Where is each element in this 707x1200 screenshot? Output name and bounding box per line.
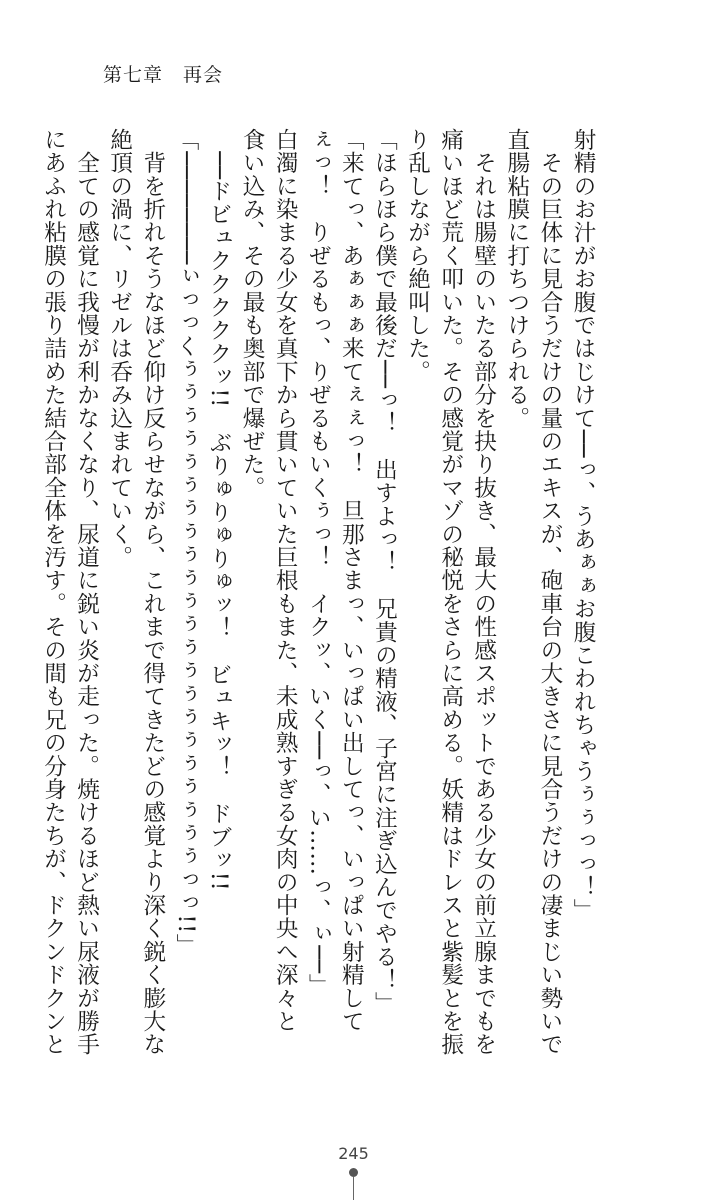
text-line: 痛いほど荒く叩いた。その感覚がマゾの秘悦をさらに高める。妖精はドレスと紫髪とを振	[437, 128, 464, 1056]
chapter-title: 再会	[183, 64, 224, 86]
text-line: 絶頂の渦に、リゼルは呑み込まれていく。	[106, 128, 133, 569]
text-line: その巨体に見合うだけの量のエキスが、砲車台の大きさに見合うだけの凄まじい勢いで	[536, 128, 563, 1056]
running-head	[103, 60, 223, 87]
body-text	[36, 128, 599, 1056]
text-line: それは腸壁のいたる部分を抉り抜き、最大の性感スポットである少女の前立腺までもを	[470, 128, 497, 1056]
text-line: ──ドビュクククククッ!! ぶりゅりゅりゅッ！ ビュキッ！ ドブッ!!	[205, 128, 232, 892]
text-line: 射精のお汁がお腹ではじけて──っ、うあぁぁお腹こわれちゃうぅぅっっ！」	[570, 128, 596, 923]
text-line: 「来てっ、あぁぁぁ来てぇぇっ！ 旦那さまっ、いっぱい出してっ、いっぱい射精して	[338, 128, 365, 1033]
text-line: ぇっ！ りぜるもっ、りぜるもいくぅっ！ イクッ、いく──っ、い……っ、ぃ──」	[305, 128, 332, 997]
text-line: 白濁に染まる少女を真下から貫いていた巨根もまた、未成熟すぎる女肉の中央へ深々と	[272, 128, 299, 1033]
chapter-number: 第七章	[103, 64, 164, 86]
page-number: 245	[338, 1144, 369, 1163]
text-line: 全ての感覚に我慢が利かなくなり、尿道に鋭い炎が走った。焼けるほど熱い尿液が勝手	[73, 128, 100, 1056]
text-line: 「ほらほら僕で最後だ──っ！ 出すよっ！ 兄貴の精液、子宮に注ぎ込んでやる！」	[371, 128, 398, 1015]
text-line: 背を折れそうなほど仰け反らせながら、これまで得てきたどの感覚より深く鋭く膨大な	[139, 128, 166, 1056]
page-ornament-dot	[349, 1168, 358, 1177]
text-line: 「────────ぃっっくぅぅぅぅぅぅぅぅぅぅぅぅぅぅぅぅぅぅぅぅぅぅっっ!!」	[172, 128, 199, 957]
page-ornament-stem	[353, 1177, 354, 1200]
text-line: り乱しながら絶叫した。	[404, 128, 431, 384]
text-line: 直腸粘膜に打ちつけられる。	[503, 128, 530, 430]
text-line: にあふれ粘膜の張り詰めた結合部全体を汚す。その間も兄の分身たちが、ドクンドクンと	[40, 128, 67, 1056]
text-line: 食い込み、その最も奥部で爆ぜた。	[239, 128, 266, 500]
